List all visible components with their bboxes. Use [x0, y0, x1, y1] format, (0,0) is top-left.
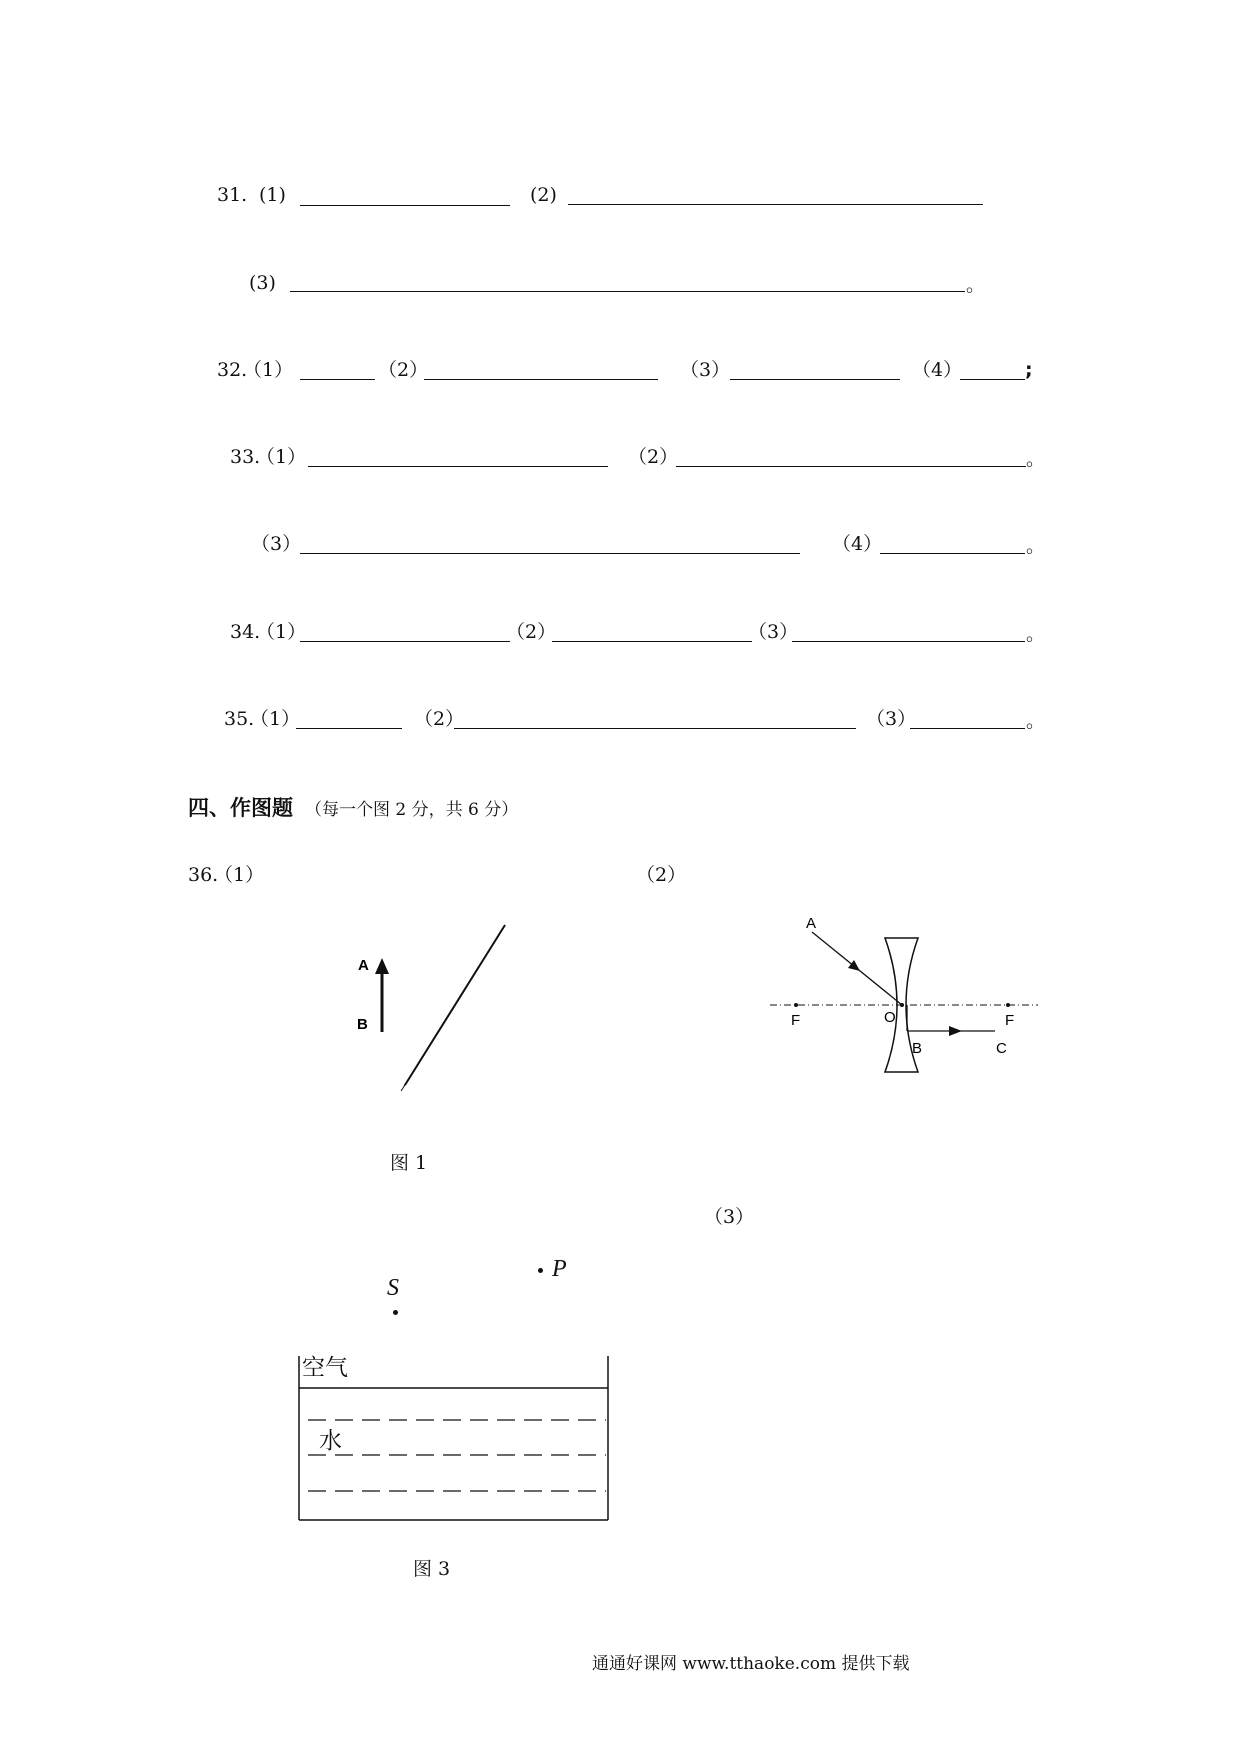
q35-blank-3[interactable]: [910, 728, 1025, 729]
q31-part3-label: (3): [249, 272, 276, 294]
q33-end-mark-2: 。: [1026, 535, 1046, 557]
fig2-label-f-right: F: [1005, 1012, 1015, 1029]
q34-number: 34.: [230, 621, 261, 643]
q33-blank-4[interactable]: [880, 553, 1025, 554]
q34-part1-label: （1）: [256, 621, 307, 643]
q32-part4-label: （4）: [912, 359, 963, 381]
q31-blank-2[interactable]: [568, 204, 983, 205]
q31-number: 31.: [217, 184, 248, 206]
q34-blank-1[interactable]: [300, 641, 510, 642]
q32-part3-label: （3）: [680, 359, 731, 381]
fig2-label-b: B: [912, 1040, 923, 1057]
q31-blank-3[interactable]: [290, 291, 965, 292]
q35-blank-1[interactable]: [296, 728, 402, 729]
footer-text: 通通好课网 www.tthaoke.com 提供下载: [592, 1654, 910, 1674]
object-arrow: [375, 958, 389, 1032]
q33-blank-2[interactable]: [676, 466, 1026, 467]
fig3-label-p: P: [552, 1256, 567, 1282]
fig3-label-s: S: [387, 1275, 399, 1301]
fig1-label-b: B: [357, 1016, 368, 1033]
q32-blank-1[interactable]: [300, 379, 375, 380]
q33-end-mark-1: 。: [1026, 448, 1046, 470]
fig1-label-a: A: [358, 957, 369, 974]
focus-left-point: [794, 1003, 798, 1007]
fig3-label-air: 空气: [302, 1355, 348, 1381]
focus-right-point: [1006, 1003, 1010, 1007]
q31-blank-1[interactable]: [300, 205, 510, 206]
q32-blank-3[interactable]: [730, 379, 900, 380]
q36-number: 36.: [188, 864, 219, 886]
plane-mirror: [401, 925, 505, 1091]
q34-end-mark: 。: [1026, 623, 1046, 645]
q36-part3-label: （3）: [704, 1206, 755, 1228]
q33-part4-label: （4）: [832, 533, 883, 555]
fig3-caption: 图 3: [413, 1558, 451, 1580]
q35-number: 35.: [224, 708, 255, 730]
q31-end-mark: 。: [966, 274, 986, 296]
q36-part1-label: （1）: [214, 864, 265, 886]
q31-part2-label: (2): [530, 184, 557, 206]
fig2-label-o: O: [884, 1009, 896, 1026]
q33-blank-3[interactable]: [300, 553, 800, 554]
point-s: [393, 1310, 398, 1315]
q35-blank-2[interactable]: [454, 728, 856, 729]
q34-blank-2[interactable]: [552, 641, 752, 642]
fig3-label-water: 水: [319, 1428, 342, 1454]
q32-part2-label: （2）: [378, 359, 429, 381]
mirror-hatch-mark: [401, 1085, 405, 1091]
figure-2-diagram: [770, 910, 1040, 1090]
q33-number: 33.: [230, 446, 261, 468]
incident-ray: [812, 932, 902, 1005]
figure-1-diagram: [340, 920, 520, 1095]
q32-number: 32.: [217, 359, 248, 381]
fig2-label-a: A: [806, 915, 817, 932]
section-note: （每一个图 2 分，共 6 分）: [305, 800, 519, 820]
q31-part1-label: (1): [259, 184, 286, 206]
fig2-label-f-left: F: [791, 1012, 801, 1029]
q35-part3-label: （3）: [866, 708, 917, 730]
q33-part2-label: （2）: [628, 446, 679, 468]
q33-blank-1[interactable]: [308, 466, 608, 467]
q33-part3-label: （3）: [251, 533, 302, 555]
q34-blank-3[interactable]: [792, 641, 1025, 642]
q35-part2-label: （2）: [414, 708, 465, 730]
point-p: [538, 1268, 543, 1273]
q36-part2-label: （2）: [636, 864, 687, 886]
q32-blank-2[interactable]: [424, 379, 658, 380]
q34-part3-label: （3）: [748, 621, 799, 643]
q32-part1-label: （1）: [243, 359, 294, 381]
q35-end-mark: 。: [1026, 710, 1046, 732]
q32-end-mark: ;: [1025, 359, 1033, 381]
section-title: 四、作图题: [188, 796, 293, 820]
q32-blank-4[interactable]: [960, 379, 1025, 380]
q35-part1-label: （1）: [250, 708, 301, 730]
fig1-caption: 图 1: [390, 1152, 428, 1174]
fig2-label-c: C: [996, 1040, 1007, 1057]
refracted-ray: [907, 1005, 995, 1036]
q33-part1-label: （1）: [256, 446, 307, 468]
q34-part2-label: （2）: [506, 621, 557, 643]
